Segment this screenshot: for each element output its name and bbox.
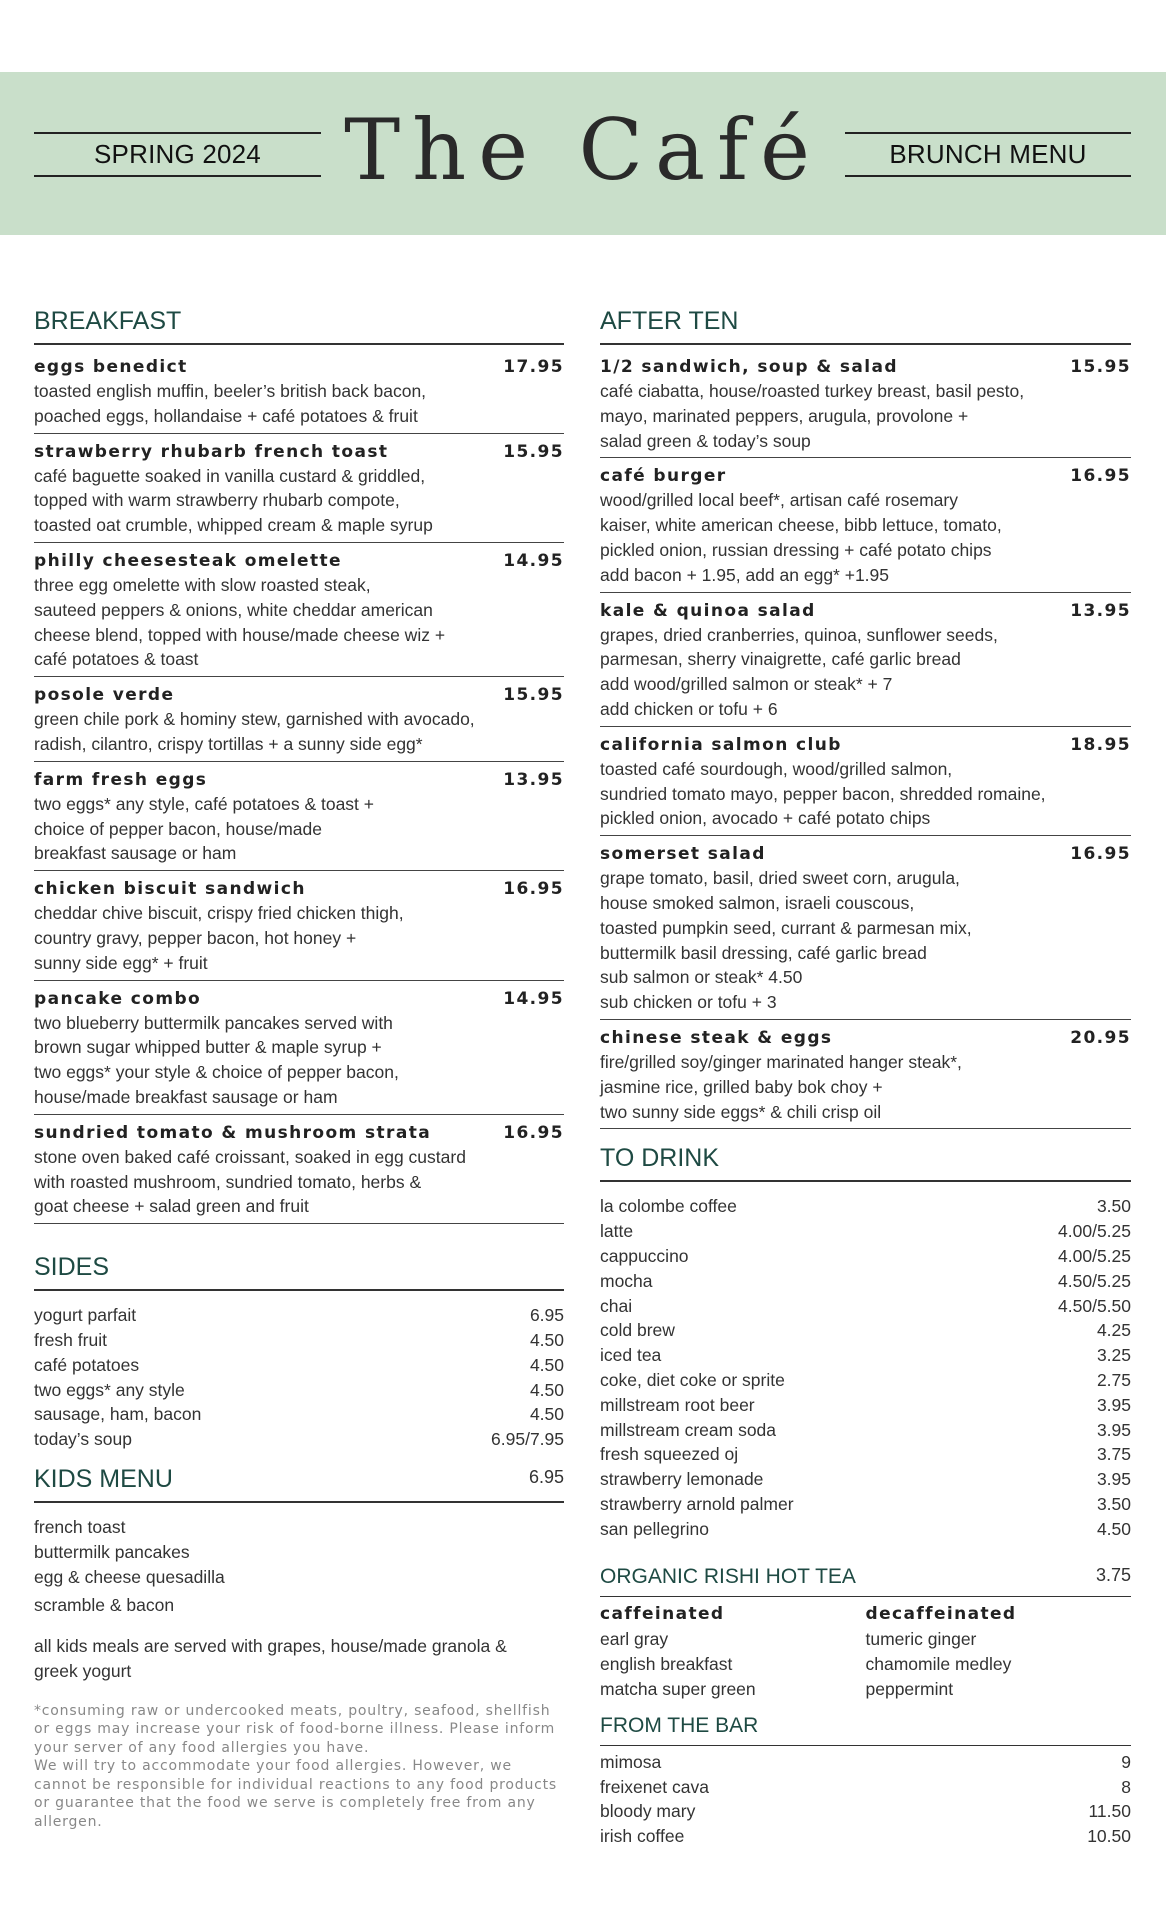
price-list-name: cappuccino [600,1245,689,1266]
price-list-price: 4.50 [529,1354,564,1375]
price-list-row [600,1418,1131,1443]
price-list-price: 4.50 [529,1404,564,1425]
menu-item [34,434,564,543]
sides-title: SIDES [34,1250,564,1291]
price-list-price: 4.50/5.25 [1058,1270,1131,1291]
bar-list [600,1750,1131,1849]
price-list-name: san pellegrino [600,1518,709,1539]
after-ten-list [600,349,1131,1129]
price-list-price: 6.95 [529,1305,564,1326]
kids-list [34,1515,564,1618]
menu-item-name: somerset salad [600,844,766,865]
menu-item-description: two blueberry buttermilk pancakes served with brown sugar whipped butter & maple syrup + two eggs* your style & choice of pepper bacon, house/made breakfast sausage or ham [34,1012,399,1107]
menu-item-name: 1/2 sandwich, soup & salad [600,357,898,377]
tea-caffeinated [600,1601,866,1701]
price-list-name: café potatoes [34,1354,140,1375]
disclaimer-raw-food: *consuming raw or undercooked meats, poultry, seafood, shellfish or eggs may increase your risk of food-borne illness. Please inform your server of any food allergies you have. [34,1702,556,1756]
sides-list [34,1303,564,1452]
price-list-row [600,1194,1131,1219]
price-list-name: sausage, ham, bacon [34,1404,202,1425]
menu-item-name: california salmon club [600,734,842,755]
tea-caffeinated-label: caffeinated [600,1604,725,1625]
tea-decaffeinated [866,1601,1132,1701]
menu-item-description: cheddar chive biscuit, crispy fried chicken thigh, country gravy, pepper bacon, hot honey + sunny side egg* + fruit [34,903,404,973]
list-item: chamomile medley [865,1654,1012,1675]
menu-item-header [600,842,1131,866]
season-label: SPRING 2024 [34,132,321,177]
price-list-price: 4.50/5.50 [1058,1295,1131,1316]
price-list-name: millstream cream soda [600,1419,777,1440]
price-list-row [600,1799,1131,1824]
menu-item [34,981,564,1115]
price-list-row [34,1328,564,1353]
price-list-row [600,1219,1131,1244]
menu-item-header [34,549,564,573]
menu-item-header [600,355,1131,379]
price-list-row [34,1303,564,1328]
menu-item-description: grape tomato, basil, dried sweet corn, arugula, house smoked salmon, israeli couscous, toasted pumpkin seed, currant & parmesan mix, buttermilk basil dressing, café garlic bread sub salmon or steak* 4.50 sub chicken or tofu + 3 [600,868,972,1013]
menu-item-description: two eggs* any style, café potatoes & toast + choice of pepper bacon, house/made breakfast sausage or ham [34,793,374,864]
menu-item [34,762,564,871]
menu-item-header [34,768,564,792]
price-list-row [600,1318,1131,1343]
menu-item-description: café baguette soaked in vanilla custard & griddled, topped with warm strawberry rhubarb compote, toasted oat crumble, whipped cream & maple syrup [34,465,433,536]
menu-item-name: strawberry rhubarb french toast [34,441,389,462]
price-list-name: yogurt parfait [34,1305,137,1326]
price-list-row [600,1442,1131,1467]
menu-item [34,677,564,762]
price-list-name: two eggs* any style [34,1379,185,1400]
to-drink-title: TO DRINK [600,1141,1131,1182]
menu-item-price: 20.95 [1070,1027,1131,1048]
price-list-row [600,1269,1131,1294]
menu-item [34,543,564,677]
menu-item-header [34,877,564,901]
cafe-logo: The Café [344,101,822,199]
left-column [34,304,564,1831]
price-list-name: latte [600,1221,634,1242]
price-list-price: 4.00/5.25 [1058,1245,1131,1266]
menu-item-header [34,1121,564,1145]
menu-item-header [34,355,564,379]
price-list-row [600,1492,1131,1517]
price-list-price: 3.50 [1096,1196,1131,1217]
price-list-name: la colombe coffee [600,1196,737,1217]
list-item: scramble & bacon [34,1595,175,1616]
menu-item-name: farm fresh eggs [34,769,208,790]
menu-item-price: 17.95 [503,357,564,377]
price-list-row [34,1402,564,1427]
tea-caffeinated-list [600,1627,866,1701]
price-list-name: millstream root beer [600,1394,755,1415]
menu-item-name: sundried tomato & mushroom strata [34,1122,432,1143]
menu-item-price: 15.95 [503,685,564,706]
price-list-name: chai [600,1295,633,1316]
kids-price: 6.95 [528,1466,564,1487]
menu-item [600,349,1131,458]
menu-item [600,593,1131,727]
price-list-row [34,1427,564,1452]
price-list-row [600,1775,1131,1800]
menu-item-price: 16.95 [1070,844,1131,865]
price-list-price: 11.50 [1088,1801,1131,1822]
menu-item [600,727,1131,836]
price-list-price: 3.95 [1096,1419,1131,1440]
menu-item-description: toasted english muffin, beeler’s british back bacon, poached eggs, hollandaise + café potatoes & fruit [34,381,427,426]
price-list-price: 9 [1121,1751,1131,1772]
price-list-row [600,1294,1131,1319]
price-list-name: iced tea [600,1345,662,1366]
menu-item-price: 18.95 [1070,734,1131,755]
menu-item-header [600,464,1131,488]
price-list-price: 4.50 [1096,1518,1131,1539]
menu-item-name: café burger [600,466,727,487]
menu-item [34,349,564,434]
price-list-name: mimosa [600,1751,662,1772]
price-list-price: 3.50 [1096,1493,1131,1514]
menu-item-header [600,599,1131,623]
price-list-row [600,1244,1131,1269]
kids-title: KIDS MENU 6.95 [34,1460,564,1503]
menu-item-header [34,683,564,707]
menu-item-header [34,987,564,1011]
list-item: matcha super green [600,1679,756,1700]
list-item: egg & cheese quesadilla [34,1566,225,1587]
price-list-row [34,1378,564,1403]
price-list-name: cold brew [600,1320,675,1341]
menu-item [34,871,564,980]
price-list-row [600,1343,1131,1368]
menu-item [600,836,1131,1020]
tea-title: ORGANIC RISHI HOT TEA 3.75 [600,1561,1131,1597]
list-item: french toast [34,1516,126,1537]
price-list-name: mocha [600,1270,653,1291]
after-ten-title: AFTER TEN [600,304,1131,345]
price-list-row [600,1368,1131,1393]
to-drink-list [600,1194,1131,1541]
menu-item-name: chinese steak & eggs [600,1027,833,1048]
menu-item [34,1115,564,1224]
tea-decaffeinated-label: decaffeinated [865,1604,1017,1625]
menu-item-description: café ciabatta, house/roasted turkey breast, basil pesto, mayo, marinated peppers, arugula, provolone + salad green & today’s soup [600,381,1025,451]
menu-item-price: 13.95 [1070,600,1131,621]
menu-item [600,1020,1131,1129]
price-list-price: 4.50 [529,1329,564,1350]
price-list-price: 4.25 [1096,1320,1131,1341]
menu-item-name: pancake combo [34,988,202,1009]
right-column [600,304,1131,1849]
price-list-row [34,1353,564,1378]
menu-item-price: 15.95 [503,441,564,462]
menu-item-price: 15.95 [1070,357,1131,377]
price-list-row [600,1824,1131,1849]
menu-item-header [600,1026,1131,1050]
price-list-price: 6.95/7.95 [491,1429,564,1450]
menu-item-description: three egg omelette with slow roasted steak, sauteed peppers & onions, white cheddar american cheese blend, topped with house/made cheese wiz + café potatoes & toast [34,574,446,670]
price-list-row [600,1467,1131,1492]
list-item: buttermilk pancakes [34,1541,190,1562]
menu-item-price: 14.95 [503,550,564,571]
price-list-name: coke, diet coke or sprite [600,1369,785,1390]
kids-served-with: all kids meals are served with grapes, house/made granola & greek yogurt [34,1636,507,1681]
list-item: english breakfast [600,1654,733,1675]
menu-item-description: toasted café sourdough, wood/grilled salmon, sundried tomato mayo, pepper bacon, shredded romaine, pickled onion, avocado + café potato chips [600,758,1046,829]
price-list-price: 3.25 [1096,1345,1131,1366]
price-list-price: 3.95 [1096,1469,1131,1490]
menu-item-description: wood/grilled local beef*, artisan café rosemary kaiser, white american cheese, bibb lettuce, tomato, pickled onion, russian dressing + café potato chips add bacon + 1.95, add an egg* +1.95 [600,490,1002,585]
menu-item-name: chicken biscuit sandwich [34,879,306,900]
menu-item-header [34,440,564,464]
list-item: earl gray [600,1629,669,1650]
list-item: peppermint [865,1679,954,1700]
price-list-price: 8 [1121,1776,1131,1797]
menu-item-name: posole verde [34,685,175,706]
menu-item-name: philly cheesesteak omelette [34,550,342,571]
price-list-row [600,1393,1131,1418]
tea-columns [600,1601,1131,1701]
menu-item-name: kale & quinoa salad [600,600,816,621]
price-list-name: freixenet cava [600,1776,709,1797]
menu-item-price: 16.95 [1070,466,1131,487]
menu-item [600,458,1131,592]
menu-item-price: 16.95 [503,879,564,900]
menu-item-description: stone oven baked café croissant, soaked in egg custard with roasted mushroom, sundried tomato, herbs & goat cheese + salad green and fruit [34,1146,466,1217]
price-list-name: bloody mary [600,1801,696,1822]
menu-item-price: 16.95 [503,1122,564,1143]
breakfast-title: BREAKFAST [34,304,564,345]
price-list-row [600,1750,1131,1775]
bar-title: FROM THE BAR [600,1712,1131,1746]
disclaimer-allergy: We will try to accommodate your food allergies. However, we cannot be responsible for individual reactions to any food products or guarantee that the food we serve is completely free from any allergen. [34,1758,558,1830]
menu-item-description: grapes, dried cranberries, quinoa, sunflower seeds, parmesan, sherry vinaigrette, café garlic bread add wood/grilled salmon or steak* + 7 add chicken or tofu + 6 [600,624,998,719]
breakfast-list [34,349,564,1224]
price-list-price: 4.50 [529,1379,564,1400]
price-list-name: strawberry lemonade [600,1469,764,1490]
menu-name-label: BRUNCH MENU [845,132,1131,177]
menu-item-price: 13.95 [503,769,564,790]
price-list-price: 4.00/5.25 [1058,1221,1131,1242]
price-list-name: today’s soup [34,1429,132,1450]
menu-item-name: eggs benedict [34,357,188,377]
price-list-price: 2.75 [1096,1369,1131,1390]
price-list-name: fresh fruit [34,1329,107,1350]
price-list-name: fresh squeezed oj [600,1444,739,1465]
tea-decaffeinated-list [866,1627,1132,1701]
menu-item-description: green chile pork & hominy stew, garnished with avocado, radish, cilantro, crispy tortillas + a sunny side egg* [34,709,475,754]
price-list-price: 3.75 [1096,1444,1131,1465]
price-list-name: irish coffee [600,1826,685,1847]
menu-item-header [600,733,1131,757]
tea-price: 3.75 [1095,1565,1131,1586]
price-list-price: 3.95 [1096,1394,1131,1415]
price-list-name: strawberry arnold palmer [600,1493,794,1514]
price-list-price: 10.50 [1087,1826,1131,1847]
price-list-row [600,1517,1131,1542]
list-item: tumeric ginger [865,1629,977,1650]
menu-item-price: 14.95 [503,988,564,1009]
menu-item-description: fire/grilled soy/ginger marinated hanger steak*, jasmine rice, grilled baby bok choy + two sunny side eggs* & chili crisp oil [600,1051,962,1122]
